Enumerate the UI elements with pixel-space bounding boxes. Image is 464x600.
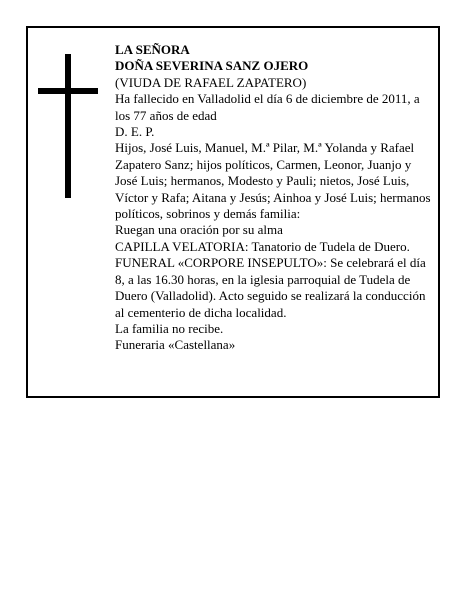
funeral-info: FUNERAL «CORPORE INSEPULTO»: Se celebrará el día 8, a las 16.30 horas, en la iglesia parroquial de Tudela de Duero (Valladolid). Acto seguido se realizará la conducción al cementerio de dicha localidad. [115,255,426,320]
prayer-request: Ruegan una oración por su alma [115,222,283,238]
chapel-info: CAPILLA VELATORIA: Tanatorio de Tudela de Duero. [115,238,410,254]
cross-horizontal-bar [38,88,98,94]
notice-text [115,42,433,354]
cross-icon [38,54,98,198]
notice-title: LA SEÑORA [115,42,190,57]
death-statement: Ha fallecido en Valladolid el día 6 de diciembre de 2011, a los 77 años de edad [115,91,420,123]
funeral-home: Funeraria «Castellana» [115,337,236,353]
widow-of: (VIUDA DE RAFAEL ZAPATERO) [115,74,307,90]
obituary-notice [26,26,440,398]
family-list: Hijos, José Luis, Manuel, M.ª Pilar, M.ª Yolanda y Rafael Zapatero Sanz; hijos políticos, Carmen, Leonor, Juanjo y José Luis; hermanos, Modesto y Pauli; nietos, José Luis, Víctor y Rafa; Aitana y Jesús; Ainhoa y José Luis; hermanos políticos, sobrinos y demás familia: [115,140,431,222]
family-no-receive: La familia no recibe. [115,320,224,336]
cross-vertical-bar [65,54,71,198]
deceased-name: DOÑA SEVERINA SANZ OJERO [115,58,309,74]
dep-line: D. E. P. [115,124,155,140]
